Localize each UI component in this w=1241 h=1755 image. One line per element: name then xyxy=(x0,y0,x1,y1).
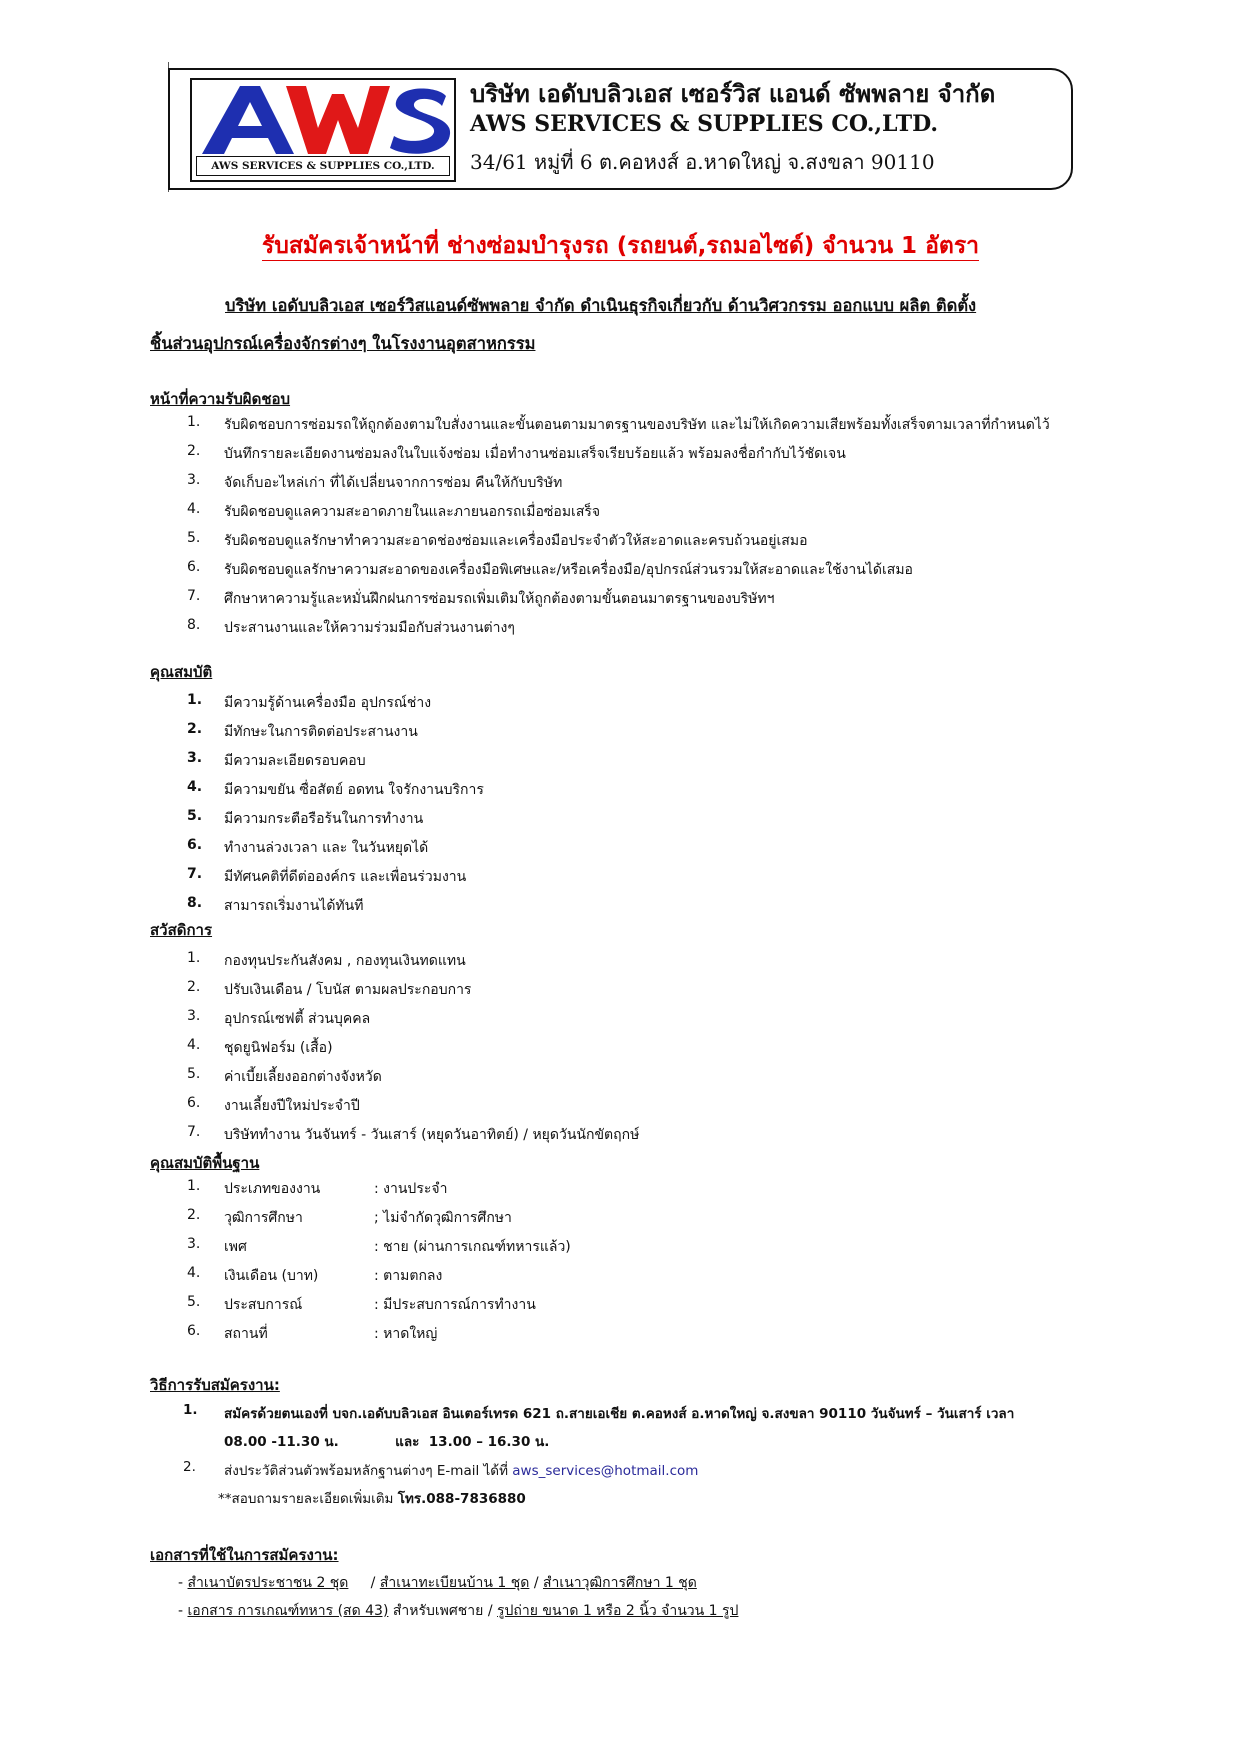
list-item-value: : งานประจำ xyxy=(374,1181,448,1197)
list-item-text: รับผิดชอบดูแลรักษาความสะอาดของเครื่องมือพิเศษและ/หรือเครื่องมือ/อุปกรณ์ส่วนรวมให้สะอาดและใช้งานได้เสมอ xyxy=(224,562,913,578)
list-item-number: 7. xyxy=(187,1124,201,1140)
list-item-value: : หาดใหญ่ xyxy=(374,1326,438,1342)
list-item-number: 1. xyxy=(187,950,201,966)
list-item-text: รับผิดชอบดูแลความสะอาดภายในและภายนอกรถเมื่อซ่อมเสร็จ xyxy=(224,504,601,520)
list-item-number: 4. xyxy=(187,1037,201,1053)
job-title-text: รับสมัครเจ้าหน้าที่ ช่างซ่อมบำรุงรถ (รถยนต์,รถมอไซด์) จำนวน 1 อัตรา xyxy=(261,233,980,259)
list-item-key: เพศ xyxy=(224,1239,247,1255)
list-item-number: 4. xyxy=(187,501,201,517)
doc-military-note: สำหรับเพศชาย xyxy=(392,1603,484,1619)
application-item-1-text: สมัครด้วยตนเองที่ บจก.เอดับบลิวเอส อินเตอร์เทรด 621 ถ.สายเอเชีย ต.คอหงส์ อ.หาดใหญ่ จ.สงขลา 90110 วันจันทร์ – วันเสาร์ เวลา xyxy=(224,1406,1015,1422)
list-item-value: : มีประสบการณ์การทำงาน xyxy=(374,1297,536,1313)
documents-line-2: - เอกสาร การเกณฑ์ทหาร (สด 43) สำหรับเพศชาย / รูปถ่าย ขนาด 1 หรือ 2 นิ้ว จำนวน 1 รูป xyxy=(178,1603,739,1619)
list-item-text: สามารถเริ่มงานได้ทันที xyxy=(224,898,364,914)
list-item-text: มีทัศนคติที่ดีต่อองค์กร และเพื่อนร่วมงาน xyxy=(224,869,467,885)
job-title xyxy=(0,228,1241,264)
list-item-number: 6. xyxy=(187,1095,201,1111)
list-item-text: บริษัททำงาน วันจันทร์ - วันเสาร์ (หยุดวันอาทิตย์) / หยุดวันนักขัตฤกษ์ xyxy=(224,1127,640,1143)
doc-military: เอกสาร การเกณฑ์ทหาร (สด 43) xyxy=(187,1603,389,1619)
list-item-number: 3. xyxy=(187,750,203,766)
list-item-number: 3. xyxy=(187,1236,201,1252)
list-item-value: : ตามตกลง xyxy=(374,1268,443,1284)
list-item-number: 5. xyxy=(187,1066,201,1082)
contact-note xyxy=(218,1487,526,1509)
list-item-number: 6. xyxy=(187,559,201,575)
list-item-number: 5. xyxy=(187,530,201,546)
list-item-text: ศึกษาหาความรู้และหมั่นฝึกฝนการซ่อมรถเพิ่มเติมให้ถูกต้องตามขั้นตอนมาตรฐานของบริษัทฯ xyxy=(224,591,775,607)
list-item-number: 5. xyxy=(187,808,203,824)
list-item-text: จัดเก็บอะไหล่เก่า ที่ได้เปลี่ยนจากการซ่อม คืนให้กับบริษัท xyxy=(224,475,563,491)
list-item-number: 2. xyxy=(187,979,201,995)
list-item-text: ทำงานล่วงเวลา และ ในวันหยุดได้ xyxy=(224,840,429,856)
list-item-number: 2. xyxy=(187,443,201,459)
list-item-text: มีความรู้ด้านเครื่องมือ อุปกรณ์ช่าง xyxy=(224,695,432,711)
responsibilities-heading: หน้าที่ความรับผิดชอบ xyxy=(150,390,291,408)
application-item-2-text xyxy=(224,1459,698,1481)
list-item-number: 4. xyxy=(187,1265,201,1281)
list-item-text: อุปกรณ์เซฟตี้ ส่วนบุคคล xyxy=(224,1011,371,1027)
list-item-text: บันทึกรายละเอียดงานซ่อมลงในใบแจ้งซ่อม เมื่อทำงานซ่อมเสร็จเรียบร้อยแล้ว พร้อมลงชื่อกำกับไว้ชัดเจน xyxy=(224,446,846,462)
list-item-number: 7. xyxy=(187,588,201,604)
list-item-text: ค่าเบี้ยเลี้ยงออกต่างจังหวัด xyxy=(224,1069,382,1085)
list-item-key: เงินเดือน (บาท) xyxy=(224,1268,319,1284)
list-item-value: ; ไม่จำกัดวุฒิการศึกษา xyxy=(374,1210,512,1226)
list-item-text: มีความกระตือรือร้นในการทำงาน xyxy=(224,811,424,827)
list-item-number: 4. xyxy=(187,779,203,795)
list-item-text: ประสานงานและให้ความร่วมมือกับส่วนงานต่างๆ xyxy=(224,620,515,636)
list-item-number: 3. xyxy=(187,472,201,488)
doc-education: สำเนาวุฒิการศึกษา 1 ชุด xyxy=(543,1575,697,1591)
list-item-text: มีความละเอียดรอบคอบ xyxy=(224,753,366,769)
list-item-number: 2. xyxy=(187,721,203,737)
list-item-number: 1. xyxy=(187,1178,201,1194)
list-item-number: 8. xyxy=(187,617,201,633)
aws-logo-icon xyxy=(194,82,452,156)
list-item-text: มีความขยัน ซื่อสัตย์ อดทน ใจรักงานบริการ xyxy=(224,782,484,798)
qualifications-heading: คุณสมบัติ xyxy=(150,663,213,681)
list-item-text: งานเลี้ยงปีใหม่ประจำปี xyxy=(224,1098,360,1114)
list-item-text: รับผิดชอบดูแลรักษาทำความสะอาดช่องซ่อมและเครื่องมือประจำตัวให้สะอาดและครบถ้วนอยู่เสมอ xyxy=(224,533,808,549)
list-item-number: 8. xyxy=(187,895,203,911)
application-item-1-number: 1. xyxy=(183,1402,198,1418)
logo-subtitle: AWS SERVICES & SUPPLIES CO.,LTD. xyxy=(196,156,450,176)
doc-id-card: สำเนาบัตรประชาชน 2 ชุด xyxy=(187,1575,349,1591)
application-email-label: ส่งประวัติส่วนตัวพร้อมหลักฐานต่างๆ E-mail ได้ที่ xyxy=(224,1463,508,1479)
contact-note-prefix: **สอบถามรายละเอียดเพิ่มเติม xyxy=(218,1491,394,1507)
list-item-value: : ชาย (ผ่านการเกณฑ์ทหารแล้ว) xyxy=(374,1239,571,1255)
intro-line-2: ชิ้นส่วนอุปกรณ์เครื่องจักรต่างๆ ในโรงงานอุตสาหกรรม xyxy=(150,334,536,353)
list-item-key: ประสบการณ์ xyxy=(224,1297,303,1313)
documents-heading: เอกสารที่ใช้ในการสมัครงาน: xyxy=(150,1546,339,1564)
list-item-text: มีทักษะในการติดต่อประสานงาน xyxy=(224,724,418,740)
application-item-1-hours: 08.00 -11.30 น. และ 13.00 – 16.30 น. xyxy=(224,1434,550,1450)
list-item-number: 1. xyxy=(187,414,201,430)
list-item-number: 2. xyxy=(187,1207,201,1223)
list-item-text: กองทุนประกันสังคม , กองทุนเงินทดแทน xyxy=(224,953,466,969)
application-heading: วิธีการรับสมัครงาน: xyxy=(150,1376,280,1394)
list-item-key: วุฒิการศึกษา xyxy=(224,1210,303,1226)
list-item-text: ชุดยูนิฟอร์ม (เสื้อ) xyxy=(224,1040,333,1056)
doc-photo: รูปถ่าย ขนาด 1 หรือ 2 นิ้ว จำนวน 1 รูป xyxy=(497,1603,739,1619)
company-name-english: AWS SERVICES & SUPPLIES CO.,LTD. xyxy=(470,111,939,137)
application-item-2-number: 2. xyxy=(183,1459,196,1475)
documents-line-1: - สำเนาบัตรประชาชน 2 ชุด / สำเนาทะเบียนบ้าน 1 ชุด / สำเนาวุฒิการศึกษา 1 ชุด xyxy=(178,1575,697,1591)
company-name-thai: บริษัท เอดับบลิวเอส เซอร์วิส แอนด์ ซัพพลาย จำกัด xyxy=(470,79,996,108)
list-item-number: 6. xyxy=(187,837,203,853)
contact-phone: โทร.088-7836880 xyxy=(397,1491,526,1507)
welfare-heading: สวัสดิการ xyxy=(150,921,213,939)
list-item-number: 1. xyxy=(187,692,203,708)
basic-qualifications-heading: คุณสมบัติพื้นฐาน xyxy=(150,1154,260,1172)
email-link[interactable]: aws_services@hotmail.com xyxy=(512,1463,699,1479)
company-address: 34/61 หมู่ที่ 6 ต.คอหงส์ อ.หาดใหญ่ จ.สงขลา 90110 xyxy=(470,150,935,174)
list-item-number: 3. xyxy=(187,1008,201,1024)
list-item-key: ประเภทของงาน xyxy=(224,1181,321,1197)
company-logo xyxy=(190,78,456,182)
list-item-number: 6. xyxy=(187,1323,201,1339)
list-item-text: รับผิดชอบการซ่อมรถให้ถูกต้องตามใบสั่งงานและขั้นตอนตามมาตรฐานของบริษัท และไม่ให้เกิดความเสียพร้อมทั้งเสร็จตามเวลาที่กำหนดไว้ xyxy=(224,417,1050,433)
list-item-key: สถานที่ xyxy=(224,1326,268,1342)
intro-line-1: บริษัท เอดับบลิวเอส เซอร์วิสแอนด์ซัพพลาย จำกัด ดำเนินธุรกิจเกี่ยวกับ ด้านวิศวกรรม ออกแบบ ผลิต ติดตั้ง xyxy=(225,296,977,315)
list-item-number: 7. xyxy=(187,866,203,882)
list-item-number: 5. xyxy=(187,1294,201,1310)
doc-house-registration: สำเนาทะเบียนบ้าน 1 ชุด xyxy=(379,1575,530,1591)
list-item-text: ปรับเงินเดือน / โบนัส ตามผลประกอบการ xyxy=(224,982,472,998)
